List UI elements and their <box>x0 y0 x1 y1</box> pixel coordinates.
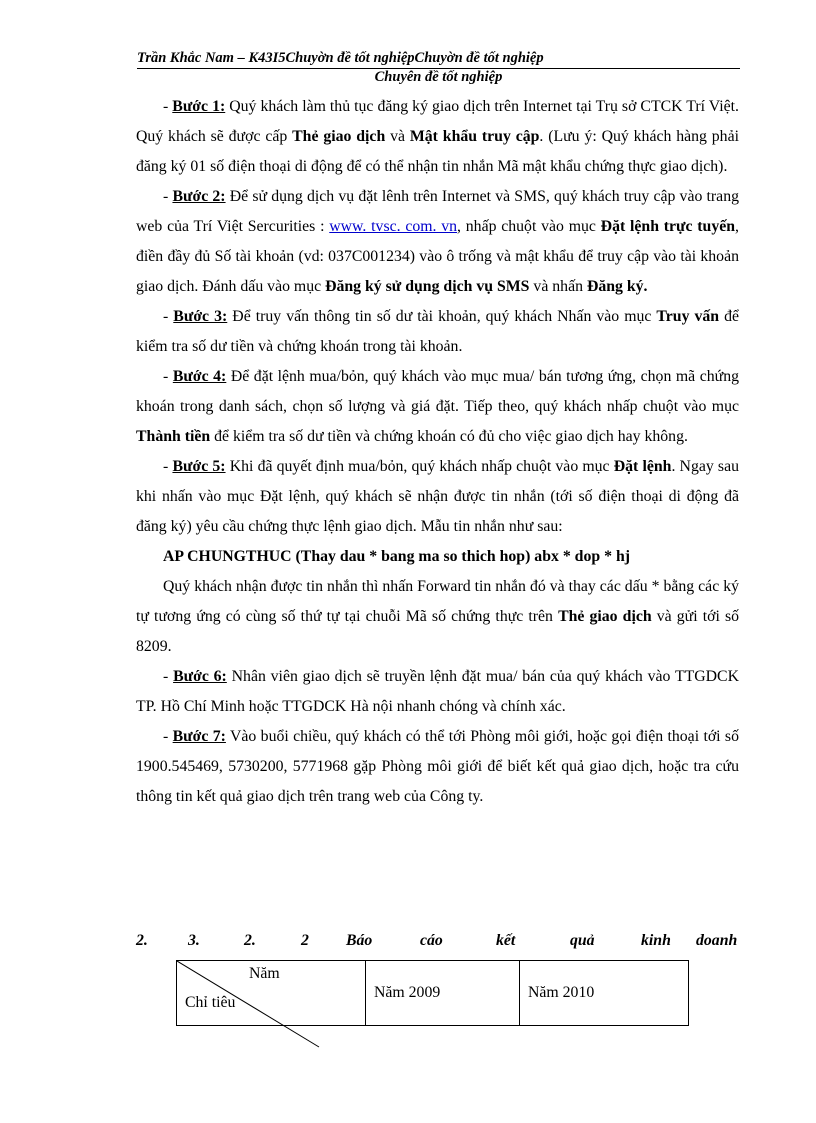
forward-note-paragraph: Quý khách nhận được tin nhắn thì nhấn Forward tin nhắn đó và thay các dấu * bằng các ký tự tương ứng có cùng số thứ tự tại chuỗi Mã số chứng thực trên Thẻ giao dịch và gửi tới số 8209. <box>136 578 739 655</box>
step-5-paragraph: - Bước 5: Khi đã quyết định mua/bỏn, quý khách nhấp chuột vào mục Đặt lệnh. Ngay sau khi nhấn vào mục Đặt lệnh, quý khách sẽ nhận được tin nhắn (tới số điện thoại di động đã đăng ký) yêu cầu chứng thực lệnh giao dịch. Mẫu tin nhắn như sau: <box>136 458 739 535</box>
step-label: Bước 6: <box>173 668 227 685</box>
step-2-paragraph: - Bước 2: Để sử dụng dịch vụ đặt lênh trên Internet và SMS, quý khách truy cập vào trang web của Trí Việt Sercurities : www. tvsc. com. vn, nhấp chuột vào mục Đặt lệnh trực tuyến, điền đầy đủ Số tài khoản (vd: 037C001234) vào ô trống và mật khẩu để truy cập vào tài khoản giao dịch. Đánh dấu vào mục Đăng ký sử dụng dịch vụ SMS và nhấn Đăng ký. <box>136 188 739 295</box>
corner-header-cell <box>177 961 366 1026</box>
corner-indicator-label: Chỉ tiêu <box>185 994 236 1011</box>
step-label: Bước 7: <box>172 728 226 745</box>
year-2009-header: Năm 2009 <box>366 961 520 1026</box>
website-link[interactable]: www. tvsc. com. vn <box>329 218 458 235</box>
step-7-paragraph: - Bước 7: Vào buổi chiều, quý khách có thể tới Phòng môi giới, hoặc gọi điện thoại tới số 1900.545469, 5730200, 5771968 gặp Phòng môi giới để biết kết quả giao dịch, hoặc tra cứu thông tin kết quả giao dịch trên trang web của Công ty. <box>136 728 739 805</box>
corner-year-label: Năm <box>249 965 280 982</box>
step-label: Bước 4: <box>172 368 227 385</box>
document-body <box>136 92 739 812</box>
step-label: Bước 5: <box>172 458 226 475</box>
step-label: Bước 2: <box>172 188 226 205</box>
step-label: Bước 1: <box>172 98 226 115</box>
year-2010-header: Năm 2010 <box>520 961 689 1026</box>
sms-template: AP CHUNGTHUC (Thay dau * bang ma so thich hop) abx * dop * hj <box>163 548 630 565</box>
page-header <box>137 50 740 85</box>
table-header-row <box>177 961 689 1026</box>
header-subtitle: Chuyên đề tốt nghiệp <box>374 69 503 85</box>
step-6-paragraph: - Bước 6: Nhân viên giao dịch sẽ truyền lệnh đặt mua/ bán của quý khách vào TTGDCK TP. Hồ Chí Minh hoặc TTGDCK Hà nội nhanh chóng và chính xác. <box>136 668 740 715</box>
step-1-paragraph: - Bước 1: Quý khách làm thủ tục đăng ký giao dịch trên Internet tại Trụ sở CTCK Trí Việt. Quý khách sẽ được cấp Thẻ giao dịch và Mật khẩu truy cập. (Lưu ý: Quý khách hàng phải đăng ký 01 số điện thoại di động để có thể nhận tin nhắn Mã mật khẩu chứng thực giao dịch). <box>136 98 739 175</box>
step-label: Bước 3: <box>173 308 228 325</box>
step-3-paragraph: - Bước 3: Để truy vấn thông tin số dư tài khoản, quý khách Nhấn vào mục Truy vấn để kiểm tra số dư tiền và chứng khoán trong tài khoản. <box>136 308 740 355</box>
header-title: Trần Khắc Nam – K43I5Chuyờn đề tốt nghiệpChuyờn đề tốt nghiệp <box>137 50 544 66</box>
step-4-paragraph: - Bước 4: Để đặt lệnh mua/bỏn, quý khách vào mục mua/ bán tương ứng, chọn mã chứng khoán trong danh sách, chọn số lượng và giá đặt. Tiếp theo, quý khách nhấp chuột vào mục Thành tiền để kiểm tra số dư tiền và chứng khoán có đủ cho việc giao dịch hay không. <box>136 368 740 445</box>
business-results-table <box>176 960 689 1026</box>
